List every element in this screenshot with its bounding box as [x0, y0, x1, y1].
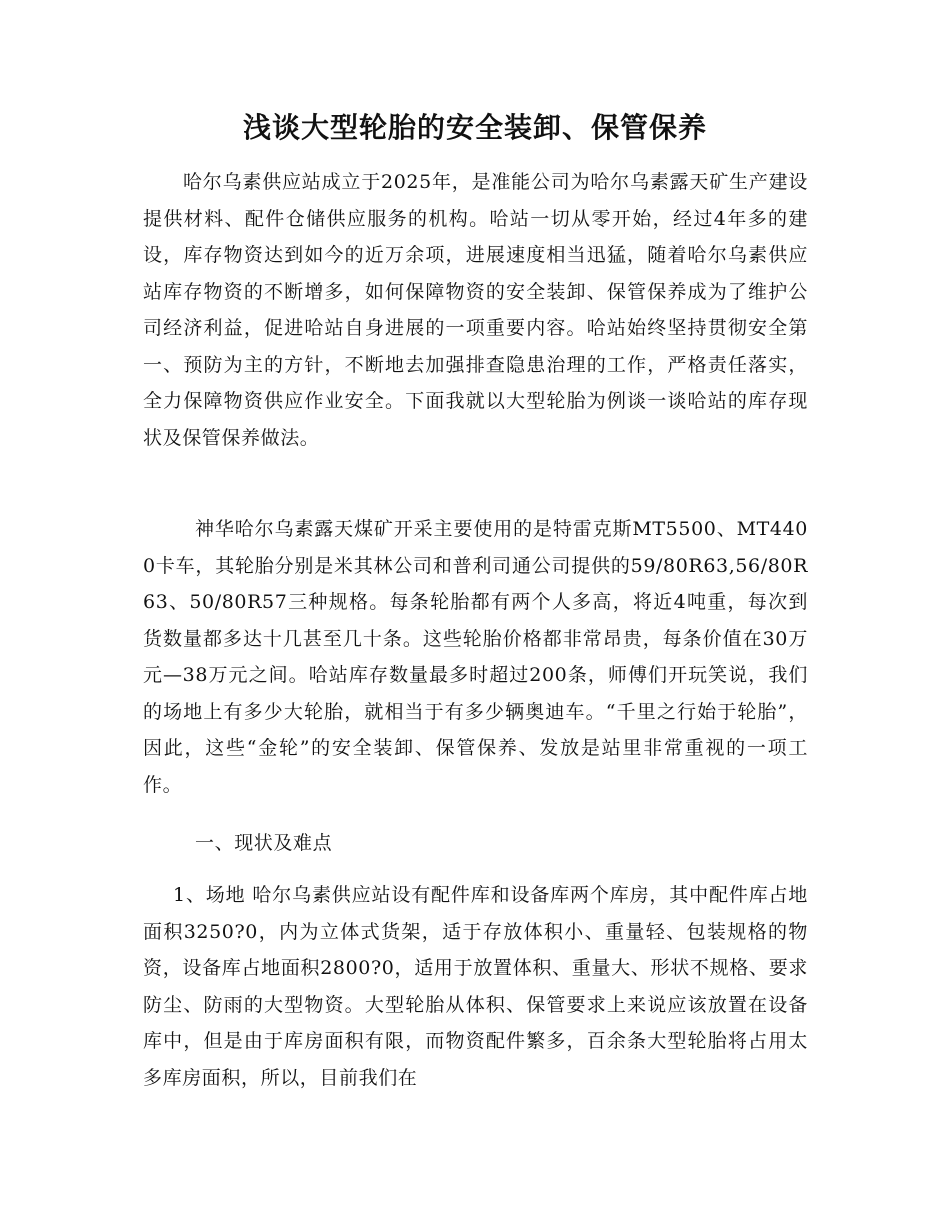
section-heading-status: 一、现状及难点: [195, 832, 333, 854]
paragraph-station-overview: 哈尔乌素供应站成立于2025年，是准能公司为哈尔乌素露天矿生产建设提供材料、配件仓储供应服务的机构。哈站一切从零开始，经过4年多的建设，库存物资达到如今的近万余项，进展速度相当迅猛，随着哈尔乌素供应站库存物资的不断增多，如何保障物资的安全装卸、保管保养成为了维护公司经济利益，促进哈站自身进展的一项重要内容。哈站始终坚持贯彻安全第一、预防为主的方针，不断地去加强排查隐患治理的工作，严格责任落实，全力保障物资供应作业安全。下面我就以大型轮胎为例谈一谈哈站的库存现状及保管保养做法。: [143, 171, 808, 449]
document-title: 浅谈大型轮胎的安全装卸、保管保养: [242, 111, 707, 144]
paragraph-tire-specs: 神华哈尔乌素露天煤矿开采主要使用的是特雷克斯MT5500、MT4400卡车，其轮胎分别是米其林公司和普利司通公司提供的59/80R63,56/80R63、50/80R57三种规格。每条轮胎都有两个人多高，将近4吨重，每次到货数量都多达十几甚至几十条。这些轮胎价格都非常昂贵，每条价值在30万元—38万元之间。哈站库存数量最多时超过200条，师傅们开玩笑说，我们的场地上有多少大轮胎，就相当于有多少辆奥迪车。“千里之行始于轮胎”，因此，这些“金轮”的安全装卸、保管保养、发放是站里非常重视的一项工作。: [143, 518, 808, 796]
paragraph-site: 1、场地 哈尔乌素供应站设有配件库和设备库两个库房，其中配件库占地面积3250?0，内为立体式货架，适于存放体积小、重量轻、包装规格的物资，设备库占地面积2800?0，适用于放置体积、重量大、形状不规格、要求防尘、防雨的大型物资。大型轮胎从体积、保管要求上来说应该放置在设备库中，但是由于库房面积有限，而物资配件繁多，百余条大型轮胎将占用太多库房面积，所以，目前我们在: [143, 884, 808, 1089]
